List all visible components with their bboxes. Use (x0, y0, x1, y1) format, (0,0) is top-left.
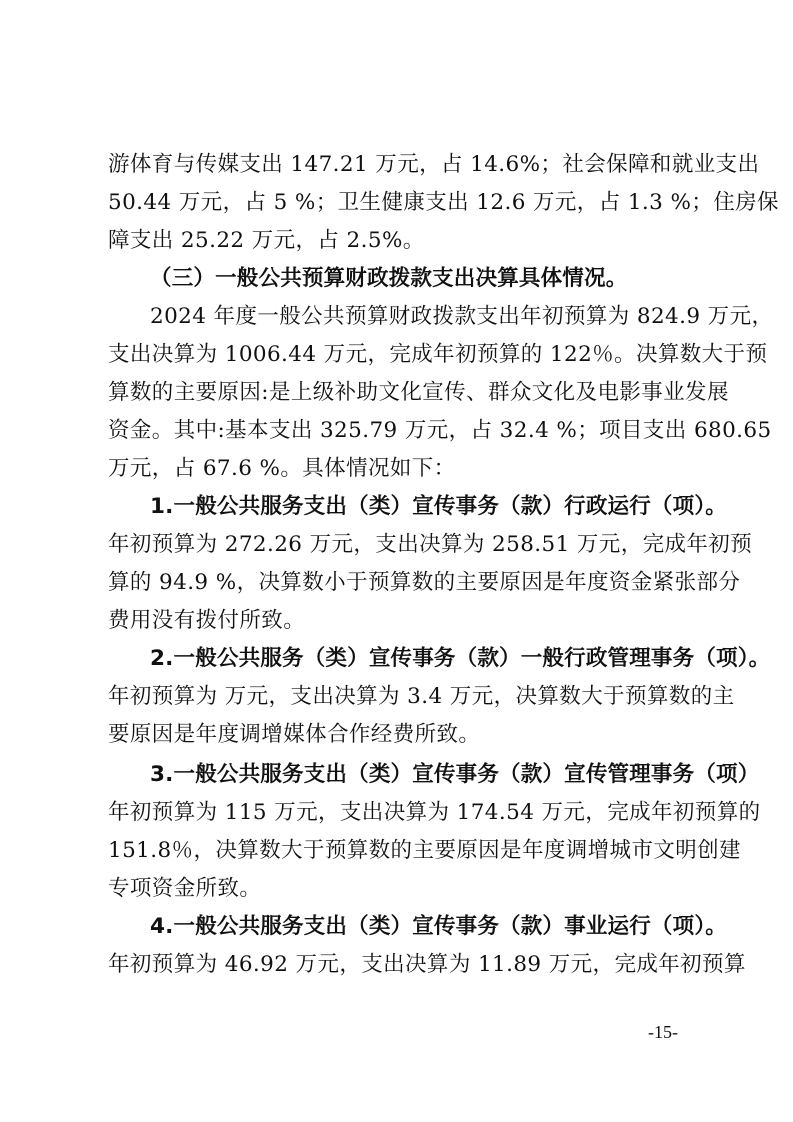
body-line-19: 151.8％，决算数大于预算数的主要原因是年度调增城市文明创建 (108, 838, 741, 863)
body-line-11: 年初预算为 272.26 万元，支出决算为 258.51 万元，完成年初预 (108, 532, 753, 557)
body-line-5: 2024 年度一般公共预算财政拨款支出年初预算为 824.9 万元， (150, 304, 774, 329)
item-heading-2: 2.一般公共服务（类）宣传事务（款）一般行政管理事务（项）。 (150, 646, 771, 671)
body-line-13: 费用没有拨付所致。 (108, 608, 306, 633)
body-line-20: 专项资金所致。 (108, 876, 262, 901)
body-line-9: 万元，占 67.6 %。具体情况如下： (108, 456, 456, 481)
body-line-7: 算数的主要原因:是上级补助文化宣传、群众文化及电影事业发展 (108, 380, 729, 405)
item-heading-3: 3.一般公共服务支出（类）宣传事务（款）宣传管理事务（项） (150, 762, 760, 787)
body-line-1: 游体育与传媒支出 147.21 万元，占 14.6%；社会保障和就业支出 (108, 152, 760, 177)
body-line-3: 障支出 25.22 万元，占 2.5%。 (108, 228, 425, 253)
body-line-15: 年初预算为 万元，支出决算为 3.4 万元，决算数大于预算数的主 (108, 684, 735, 709)
item-heading-4: 4.一般公共服务支出（类）宣传事务（款）事业运行（项）。 (150, 914, 727, 939)
body-line-18: 年初预算为 115 万元，支出决算为 174.54 万元，完成年初预算的 (108, 800, 761, 825)
section-heading-3: （三）一般公共预算财政拨款支出决算具体情况。 (150, 266, 628, 291)
page-number: -15- (648, 1022, 678, 1042)
item-heading-1: 1.一般公共服务支出（类）宣传事务（款）行政运行（项）。 (150, 494, 727, 519)
body-line-2: 50.44 万元，占 5 %；卫生健康支出 12.6 万元，占 1.3 %；住房保 (108, 190, 779, 215)
body-line-8: 资金。其中:基本支出 325.79 万元，占 32.4 %；项目支出 680.65 (108, 418, 772, 443)
body-line-22: 年初预算为 46.92 万元，支出决算为 11.89 万元，完成年初预算 (108, 952, 746, 977)
body-line-6: 支出决算为 1006.44 万元，完成年初预算的 122％。决算数大于预 (108, 342, 768, 367)
body-line-16: 要原因是年度调增媒体合作经费所致。 (108, 722, 481, 747)
body-line-12: 算的 94.9 %，决算数小于预算数的主要原因是年度资金紧张部分 (108, 570, 741, 595)
